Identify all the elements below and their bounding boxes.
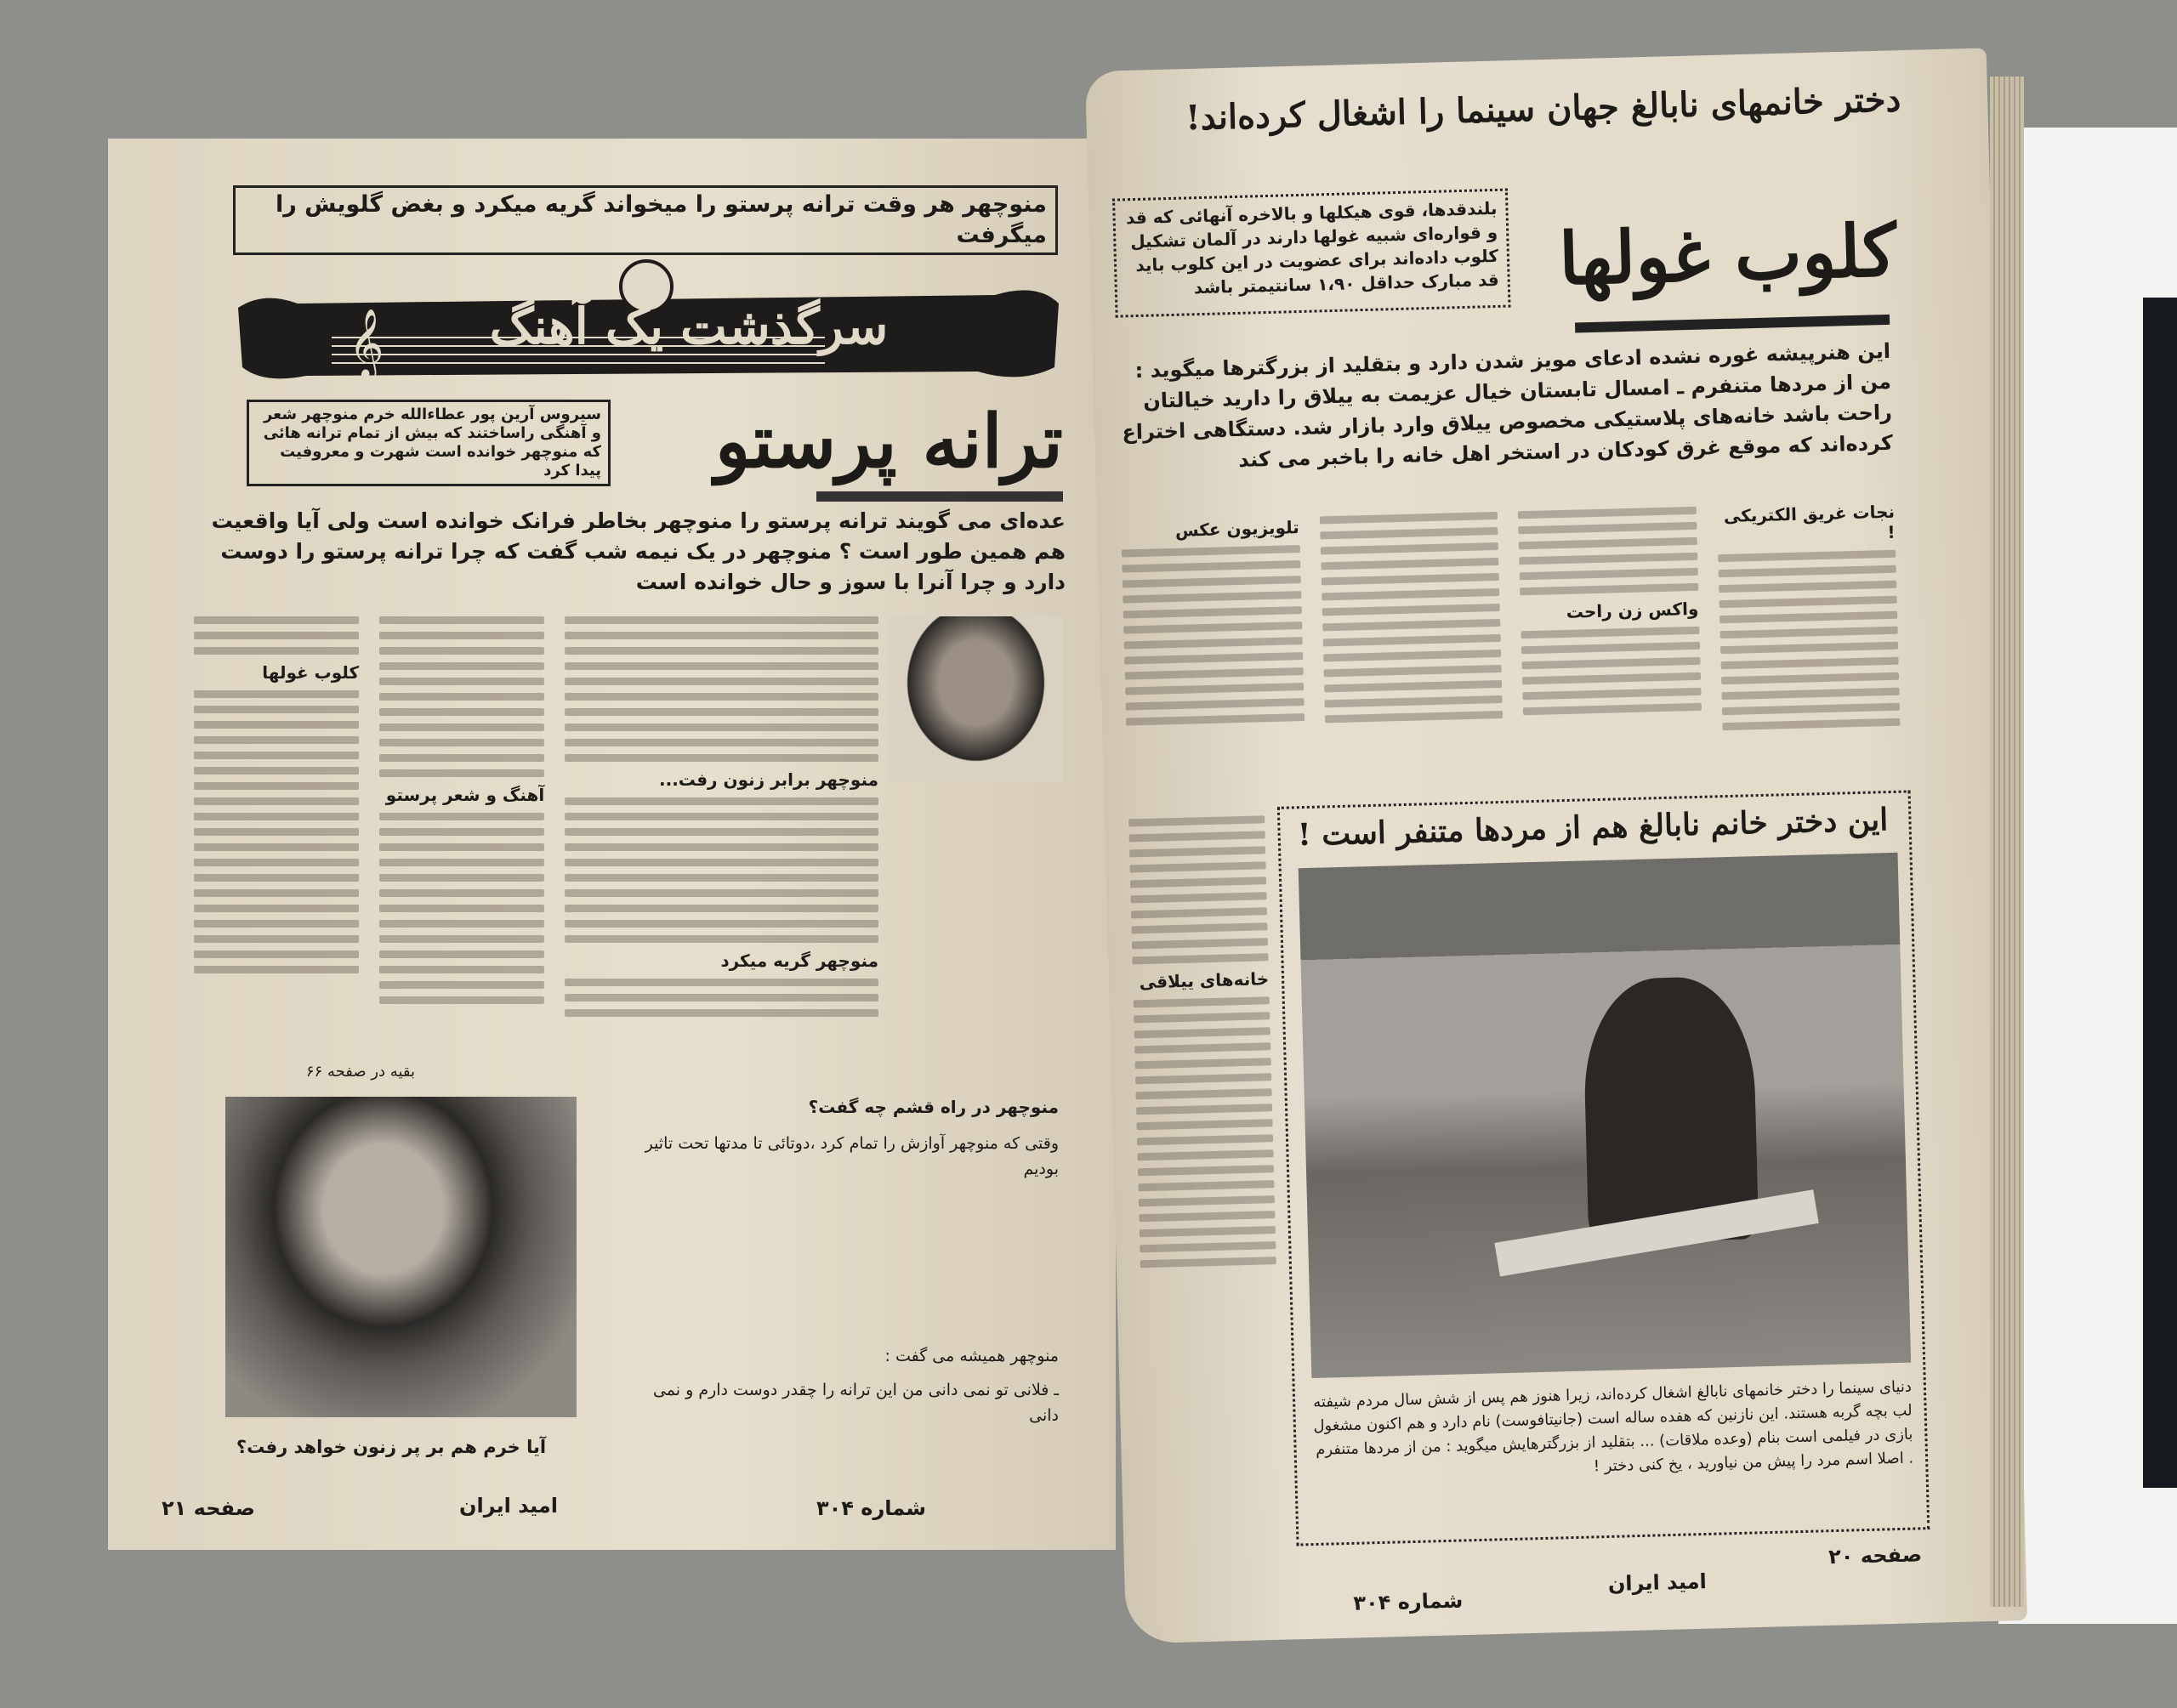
magazine-name: امید ایران	[459, 1494, 558, 1518]
column-snippet: منوچهر همیشه می گفت :	[884, 1347, 1059, 1365]
column-snippet: وقتی که منوچهر آوازش را تمام کرد ،دوتائی تا مدتها تحت تاثیر بودیم	[645, 1134, 1059, 1178]
summary-box: سیروس آرین پور عطاءالله خرم منوچهر شعر و آهنگی راساختند که بیش از تمام ترانه هائی که منوچهر خوانده است شهرت و معروفیت پیدا کرد	[247, 400, 611, 486]
issue-number: شماره ۳۰۴	[1352, 1588, 1464, 1615]
photo-feature-title: این دختر خانم نابالغ هم از مردها متنفر است !	[1297, 802, 1889, 854]
photo-caption: آیا خرم هم بر پر زنون خواهد رفت؟	[236, 1437, 547, 1457]
boxed-summary: بلندقدها، قوی هیکلها و بالاخره آنهائی که قد و قواره‌ای شبیه غولها دارند در آلمان تشکیل کلوب داده‌اند برای عضویت در این کلوب باید قد مبارک حداقل ۱،۹۰ سانتیمتر باشد	[1112, 189, 1511, 318]
title-rule	[816, 491, 1063, 502]
subhead: نجات غریق الکتریکی !	[1723, 501, 1896, 542]
treble-clef-icon: 𝄞	[349, 308, 384, 377]
page-number: صفحه ۲۰	[1827, 1542, 1923, 1569]
issue-number: شماره ۳۰۴	[816, 1496, 926, 1520]
subhead: واکس زن راحت	[1566, 598, 1699, 622]
photo-feature-box	[1277, 790, 1930, 1546]
subhead: منوچهر در راه قشم چه گفت؟	[808, 1097, 1059, 1117]
subhead: منوچهر گریه میکرد	[720, 950, 878, 971]
subhead: منوچهر برابر زنون رفت...	[659, 769, 878, 790]
article-title: ترانه پرستو	[714, 399, 1063, 485]
continued-note: بقیه در صفحه ۶۶	[305, 1063, 415, 1081]
right-body-columns	[1121, 502, 1901, 777]
column-snippet: ـ فلانی تو نمی دانی من این ترانه را چقدر دوست دارم و نمی دانی	[652, 1381, 1059, 1425]
right-kicker-headline: دختر خانمهای نابالغ جهان سینما را اشغال کرده‌اند!	[1185, 79, 1901, 139]
banner-title: سرگذشت یک آهنگ	[489, 298, 889, 355]
page-number: صفحه ۲۱	[162, 1496, 255, 1520]
subhead: کلوب غولها	[262, 662, 360, 683]
article-title: کلوب غولها	[1557, 207, 1898, 301]
section-banner	[230, 257, 1063, 389]
actress-photo	[1299, 853, 1911, 1378]
left-body-columns	[194, 616, 1066, 1092]
left-kicker-headline: منوچهر هر وقت ترانه پرستو را میخواند گریه میکرد و بغض گلویش را میگرفت	[233, 185, 1058, 255]
subhead: خانه‌های ییلاقی	[1139, 968, 1270, 993]
background-dark-object	[2143, 298, 2177, 1488]
lead-paragraph: این هنرپیشه غوره نشده ادعای مویز شدن دارد و بتقلید از بزرگترها میگوید : من از مردها متنفرم ـ امسال تابستان خیال عزیمت به ییلاق را دارید خیالتان راحت باشد خانه‌های پلاستیکی مخصوص ییلاق وارد بازار شد. دستگاهی اختراع کرده‌اند که موقع غرق کودکان در استخر اهل خانه را باخبر می کند	[1122, 338, 1894, 472]
subhead: تلویزیون عکس	[1174, 517, 1300, 541]
subhead: آهنگ و شعر پرستو	[385, 785, 545, 805]
magazine-name: امید ایران	[1607, 1569, 1708, 1597]
photo-caption: دنیای سینما را دختر خانمهای نابالغ اشغال کرده‌اند، زیرا هنوز هم پس از شش سال مردم شیفته لب بچه گربه هستند. این نازنین که هفده ساله است (جانیتافوست) نام دارد و هم اکنون مشغول بازی در فیلمی است بنام (وعده ملاقات) ... بتقلید از بزرگترهایش میگوید : من از مردها متنفرم . اصلا اسم مرد را پیش من نیاورید ، یخ کنی دختر !	[1312, 1377, 1914, 1476]
lead-paragraph: عده‌ای می گویند ترانه پرستو را منوچهر بخاطر فرانک خوانده است ولی آیا واقعیت هم همین طور است ؟ منوچهر در یک نیمه شب گفت که چرا ترانه پرستو را دوست دارد و چرا آنرا با سوز و حال خوانده است	[211, 508, 1066, 594]
narrow-column	[1128, 815, 1276, 1268]
title-rule	[1575, 315, 1890, 333]
khorram-portrait-photo	[225, 1097, 577, 1417]
